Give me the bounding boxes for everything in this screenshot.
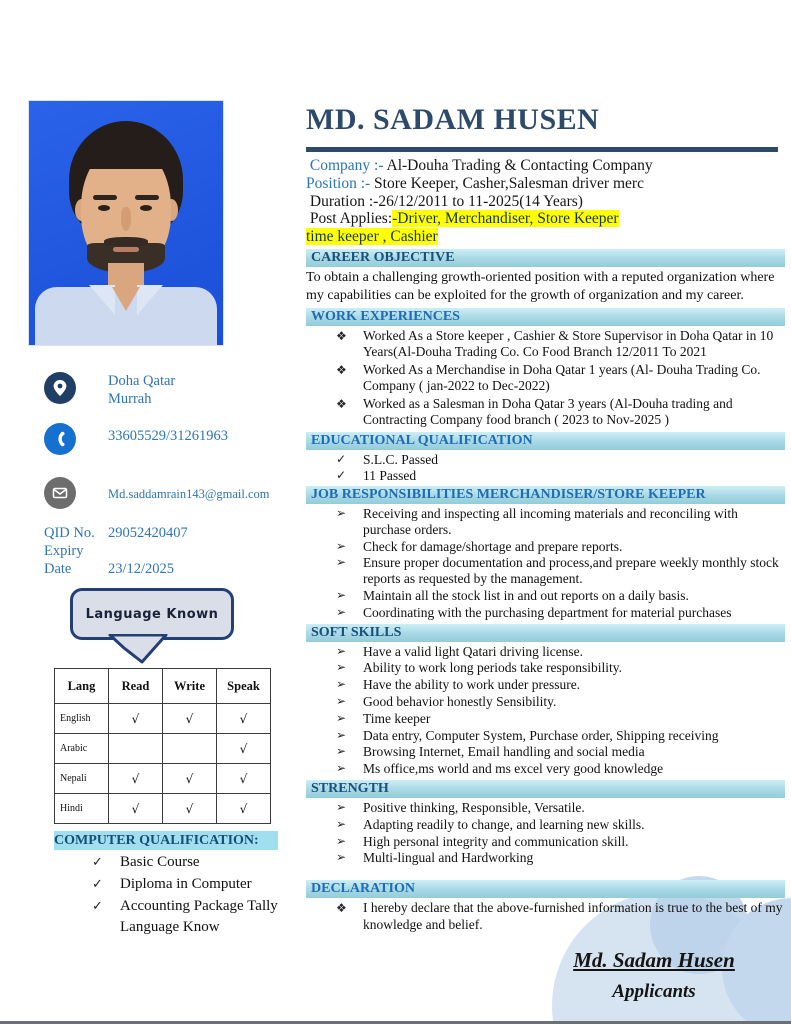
date-label: Date <box>44 561 72 577</box>
diamond-bullet-icon: ❖ <box>336 901 347 916</box>
arrow-bullet-icon: ➢ <box>336 643 347 658</box>
list-item: ➢ Browsing Internet, Email handling and social media <box>336 744 645 760</box>
phone-icon <box>44 423 76 455</box>
post-applies-label: Post Applies: <box>309 210 393 228</box>
expiry-label: Expiry <box>44 543 84 559</box>
check-icon: ✓ <box>92 899 103 914</box>
signature-name: Md. Sadam Husen <box>573 948 735 972</box>
list-item: ➢ Positive thinking, Responsible, Versatile. <box>336 799 585 815</box>
applicant-name: MD. SADAM HUSEN <box>306 103 600 136</box>
work-experiences-list <box>306 328 785 429</box>
list-item: ✓ Accounting Package Tally Language Know <box>92 898 278 935</box>
list-item: ➢ Ensure proper documentation and process,and prepare weekly monthly stock reports as requested by the management. <box>336 555 779 587</box>
list-item: ❖ Worked As a Store keeper , Cashier & Store Supervisor in Doha Qatar in 10 Years(Al-Douha Trading Co. Co Food Branch 12/2011 To 2021 <box>336 327 774 360</box>
section-header-declaration: DECLARATION <box>306 880 785 898</box>
col-header-speak: Speak <box>217 669 271 704</box>
location-line2: Murrah <box>108 391 152 407</box>
signature-block <box>528 948 780 1003</box>
section-header-educational-qualification: EDUCATIONAL QUALIFICATION <box>306 432 785 450</box>
list-item: ❖ Worked As a Merchandise in Doha Qatar 1 years (Al- Douha Trading Co. Company ( jan-2022 to Dec-2022) <box>336 361 761 394</box>
contact-phone <box>44 423 228 455</box>
list-item: ➢ Check for damage/shortage and prepare reports. <box>336 538 623 554</box>
email-icon <box>44 477 76 509</box>
phone-number: 33605529/31261963 <box>108 428 229 444</box>
arrow-bullet-icon: ➢ <box>336 727 347 742</box>
computer-qualification-title: COMPUTER QUALIFICATION: <box>54 831 278 850</box>
language-known-bubble <box>70 588 234 640</box>
list-item: ➢ Time keeper <box>336 710 431 726</box>
list-item: ➢ Adapting readily to change, and learning new skills. <box>336 816 645 832</box>
email-address: Md.saddamrain143@gmail.com <box>108 487 270 501</box>
section-header-strength: STRENGTH <box>306 780 785 798</box>
table-row: English √ √ √ <box>55 704 271 734</box>
arrow-bullet-icon: ➢ <box>336 816 347 831</box>
arrow-bullet-icon: ➢ <box>336 587 347 602</box>
soft-skills-list <box>306 644 785 777</box>
list-item: ➢ Maintain all the stock list in and out reports on a daily basis. <box>336 587 689 603</box>
list-item: ✓ 11 Passed <box>336 467 417 483</box>
col-header-lang: Lang <box>55 669 109 704</box>
qid-value: 29052420407 <box>108 525 188 541</box>
duration-line: Duration :-26/12/2011 to 11-2025(14 Years) <box>309 192 583 210</box>
list-item: ➢ Have the ability to work under pressure. <box>336 677 581 693</box>
list-item: ➢ Ms office,ms world and ms excel very good knowledge <box>336 761 664 777</box>
strength-list <box>306 800 785 866</box>
diamond-bullet-icon: ❖ <box>336 328 347 343</box>
col-header-read: Read <box>109 669 163 704</box>
list-item: ➢ High personal integrity and communication skill. <box>336 833 629 849</box>
job-responsibilities-list <box>306 506 785 621</box>
list-item: ➢ Multi-lingual and Hardworking <box>336 850 534 866</box>
position-label: Position :- <box>306 174 371 192</box>
main-content <box>306 103 785 936</box>
section-header-job-responsibilities: JOB RESPONSIBILITIES MERCHANDISER/STORE KEEPER <box>306 486 785 504</box>
arrow-bullet-icon: ➢ <box>336 693 347 708</box>
career-objective-text: To obtain a challenging growth-oriented position with a reputed organization where my capabilities can be exploited for the growth of organization and my career. <box>306 269 775 303</box>
educational-qualification-list <box>306 452 785 483</box>
arrow-bullet-icon: ➢ <box>336 538 347 553</box>
list-item: ✓ Basic Course <box>88 852 278 873</box>
location-line1: Doha Qatar <box>108 373 176 389</box>
language-known-label: Language Known <box>85 606 219 622</box>
section-header-career-objective: CAREER OBJECTIVE <box>306 249 785 267</box>
computer-qualification-list <box>88 852 278 939</box>
signature-role: Applicants <box>612 981 696 1002</box>
check-icon: ✓ <box>92 855 103 870</box>
list-item: ✓ S.L.C. Passed <box>336 451 439 467</box>
post-applies-highlight: time keeper , Cashier <box>306 228 438 246</box>
arrow-bullet-icon: ➢ <box>336 850 347 865</box>
list-item: ➢ Good behavior honestly Sensibility. <box>336 693 557 709</box>
check-icon: ✓ <box>336 451 347 466</box>
table-row: Arabic √ <box>55 734 271 764</box>
arrow-bullet-icon: ➢ <box>336 799 347 814</box>
company-value: Al-Douha Trading & Contacting Company <box>383 157 653 174</box>
section-header-soft-skills: SOFT SKILLS <box>306 624 785 642</box>
contact-location <box>44 372 175 408</box>
diamond-bullet-icon: ❖ <box>336 396 347 411</box>
expiry-date-value: 23/12/2025 <box>108 561 175 577</box>
applicant-photo <box>28 100 224 346</box>
diamond-bullet-icon: ❖ <box>336 362 347 377</box>
arrow-bullet-icon: ➢ <box>336 604 347 619</box>
list-item: ❖ Worked as a Salesman in Doha Qatar 3 years (Al-Douha trading and Contracting Company food branch ( 2023 to Nov-2025 ) <box>336 395 733 428</box>
bubble-tail <box>98 634 178 666</box>
arrow-bullet-icon: ➢ <box>336 677 347 692</box>
arrow-bullet-icon: ➢ <box>336 505 347 520</box>
list-item: ➢ Have a valid light Qatari driving license. <box>336 643 584 659</box>
company-label: Company :- <box>309 157 384 174</box>
table-header-row <box>55 669 271 704</box>
list-item: ➢ Coordinating with the purchasing department for material purchases <box>336 604 732 620</box>
check-icon: ✓ <box>92 877 103 892</box>
arrow-bullet-icon: ➢ <box>336 744 347 759</box>
arrow-bullet-icon: ➢ <box>336 555 347 570</box>
qid-block <box>44 524 188 578</box>
post-applies-highlight: -Driver, Merchandiser, Store Keeper <box>392 210 619 228</box>
declaration-list <box>306 900 785 933</box>
arrow-bullet-icon: ➢ <box>336 710 347 725</box>
list-item: ➢ Data entry, Computer System, Purchase order, Shipping receiving <box>336 727 719 743</box>
table-row: Hindi √ √ √ <box>55 794 271 824</box>
col-header-write: Write <box>163 669 217 704</box>
arrow-bullet-icon: ➢ <box>336 660 347 675</box>
list-item: ✓ Diploma in Computer <box>88 874 278 895</box>
section-header-work-experiences: WORK EXPERIENCES <box>306 308 785 326</box>
qid-label: QID No. <box>44 525 95 541</box>
language-table <box>54 668 271 824</box>
arrow-bullet-icon: ➢ <box>336 833 347 848</box>
arrow-bullet-icon: ➢ <box>336 761 347 776</box>
contact-email <box>44 477 269 509</box>
header-info <box>306 157 785 246</box>
header-divider <box>306 147 778 152</box>
table-row: Nepali √ √ √ <box>55 764 271 794</box>
position-value: Store Keeper, Casher,Salesman driver merc <box>370 174 644 192</box>
list-item: ❖ I hereby declare that the above-furnished information is true to the best of my knowledge and belief. <box>336 900 783 932</box>
check-icon: ✓ <box>336 467 347 482</box>
list-item: ➢ Receiving and inspecting all incoming materials and reconciling with purchase orders. <box>336 505 738 537</box>
location-pin-icon <box>44 372 76 404</box>
list-item: ➢ Ability to work long periods take responsibility. <box>336 660 622 676</box>
